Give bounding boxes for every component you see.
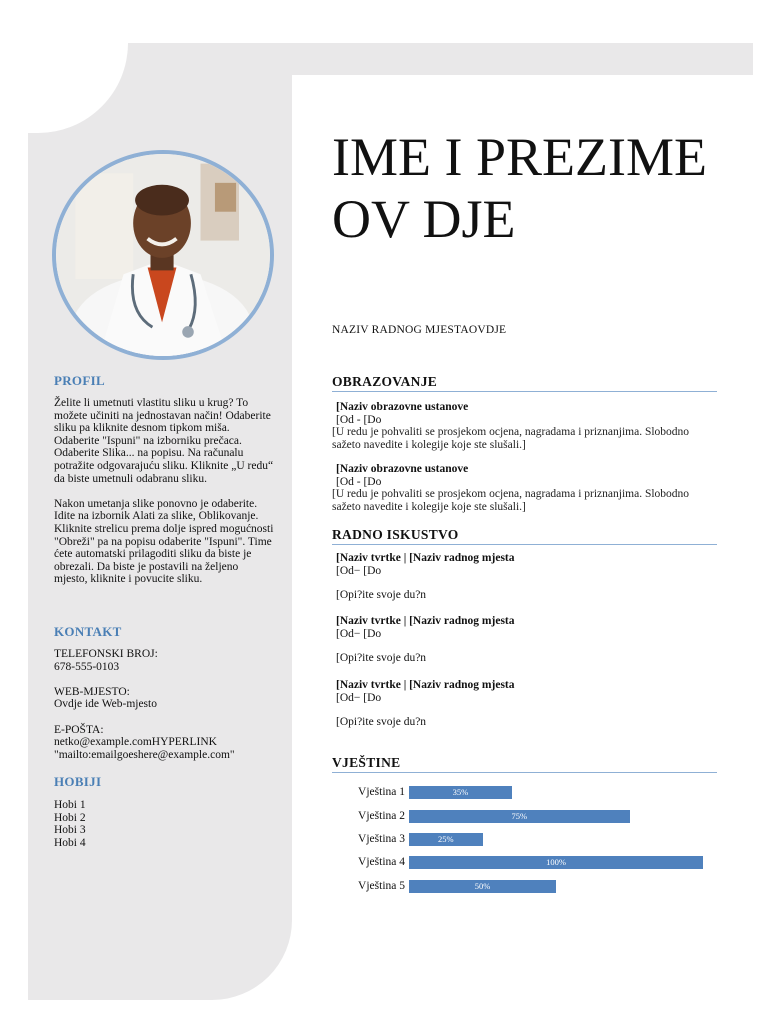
phone-value: 678-555-0103 (54, 660, 120, 673)
list-item: Hobi 3 (54, 824, 86, 837)
company-and-position[interactable]: [Naziv tvrtke | [Naziv radnog mjesta (336, 679, 515, 691)
profile-section (54, 375, 274, 388)
email-value[interactable]: netko@example.comHYPERLINK (54, 736, 217, 749)
skill-percent: 25% (437, 834, 454, 844)
skill-row (332, 810, 718, 824)
skill-label: Vještina 2 (358, 810, 405, 822)
skill-row (332, 856, 718, 870)
skill-row (332, 833, 718, 847)
education-description[interactable]: [U redu je pohvaliti se prosjekom ocjena, nagradama i priznanjima. Slobodno sažeto navedite i kolegije koje ste slušali.] (332, 426, 690, 451)
institution-name[interactable]: [Naziv obrazovne ustanove (336, 463, 469, 475)
list-item: Hobi 2 (54, 811, 86, 824)
education-dates[interactable]: [Od - [Do (336, 475, 382, 488)
skills-heading: VJEŠTINE (332, 755, 717, 773)
hobbies-list (54, 799, 274, 849)
company-and-position[interactable]: [Naziv tvrtke | [Naziv radnog mjesta (336, 552, 515, 564)
experience-description[interactable]: [Opi?ite svoje du?n (336, 716, 427, 729)
education-description[interactable]: [U redu je pohvaliti se prosjekom ocjena, nagradama i priznanjima. Slobodno sažeto navedite i kolegije koje ste slušali.] (332, 488, 690, 513)
skill-row (332, 880, 718, 894)
skill-percent: 75% (511, 811, 528, 821)
skill-label: Vještina 1 (358, 786, 405, 798)
profile-paragraph-2: Nakon umetanja slike ponovno je odaberite. Idite na izbornik Alati za slike, Oblikovanje. Kliknite strelicu prema dolje ispred mogućnosti "Obreži" pa na popisu odaberite "Ispuni". Time ćete automatski prilagoditi sliku da biste je obrezali. Da biste je postavili na željeno mjesto, kliknite i povucite sliku. (54, 497, 274, 586)
candidate-name[interactable]: IME I PREZIMEOV DJE (332, 127, 707, 249)
profile-heading: PROFIL (54, 373, 105, 388)
skill-row (332, 786, 718, 800)
contact-section (54, 626, 274, 639)
profile-text (54, 397, 274, 586)
institution-name[interactable]: [Naziv obrazovne ustanove (336, 401, 469, 413)
contact-heading: KONTAKT (54, 624, 122, 639)
experience-description[interactable]: [Opi?ite svoje du?n (336, 652, 427, 665)
skill-percent: 100% (546, 857, 566, 867)
experience-entry-3 (332, 679, 718, 729)
education-entry-1 (332, 401, 718, 451)
experience-dates[interactable]: [Od− [Do (336, 564, 382, 577)
skill-percent: 35% (452, 787, 469, 797)
company-and-position[interactable]: [Naziv tvrtke | [Naziv radnog mjesta (336, 615, 515, 627)
skill-bar (409, 786, 512, 799)
experience-dates[interactable]: [Od− [Do (336, 627, 382, 640)
phone-label: TELEFONSKI BROJ: (54, 648, 158, 660)
skill-bar (409, 856, 703, 869)
skill-bar (409, 833, 483, 846)
skill-bar (409, 810, 630, 823)
email-label: E-POŠTA: (54, 723, 104, 736)
experience-entry-1 (332, 552, 718, 602)
skill-label: Vještina 5 (358, 880, 405, 892)
skill-label: Vještina 3 (358, 833, 405, 845)
list-item: Hobi 1 (54, 799, 86, 811)
education-entry-2 (332, 463, 718, 513)
job-title[interactable]: NAZIV RADNOG MJESTAOVDJE (332, 324, 507, 336)
hobbies-heading: HOBIJI (54, 774, 102, 789)
experience-heading: RADNO ISKUSTVO (332, 527, 717, 545)
skill-label: Vještina 4 (358, 856, 405, 868)
skill-bar (409, 880, 556, 893)
email-hyperlink[interactable]: "mailto:emailgoeshere@example.com" (54, 748, 235, 761)
experience-description[interactable]: [Opi?ite svoje du?n (336, 589, 427, 602)
web-label: WEB-MJESTO: (54, 685, 130, 698)
profile-paragraph-1: Želite li umetnuti vlastitu sliku u krug? To možete učiniti na jednostavan način! Odaberite sliku pa kliknite desnom tipkom miša. Odaberite "Ispuni" na izborniku prečaca. Odaberite Slika... na popisu. Na računalu potražite odgovarajuću sliku. Kliknite „U redu“ da biste umetnuli odabranu sliku. (54, 397, 274, 485)
list-item: Hobi 4 (54, 836, 86, 849)
profile-photo[interactable] (52, 150, 274, 360)
experience-entry-2 (332, 615, 718, 665)
skill-percent: 50% (474, 881, 491, 891)
web-value[interactable]: Ovdje ide Web-mjesto (54, 698, 157, 711)
hobbies-section (54, 776, 274, 789)
contact-details (54, 648, 274, 761)
education-heading: OBRAZOVANJE (332, 374, 717, 392)
experience-dates[interactable]: [Od− [Do (336, 691, 382, 704)
education-dates[interactable]: [Od - [Do (336, 413, 382, 426)
doctor-portrait-image (56, 154, 270, 356)
